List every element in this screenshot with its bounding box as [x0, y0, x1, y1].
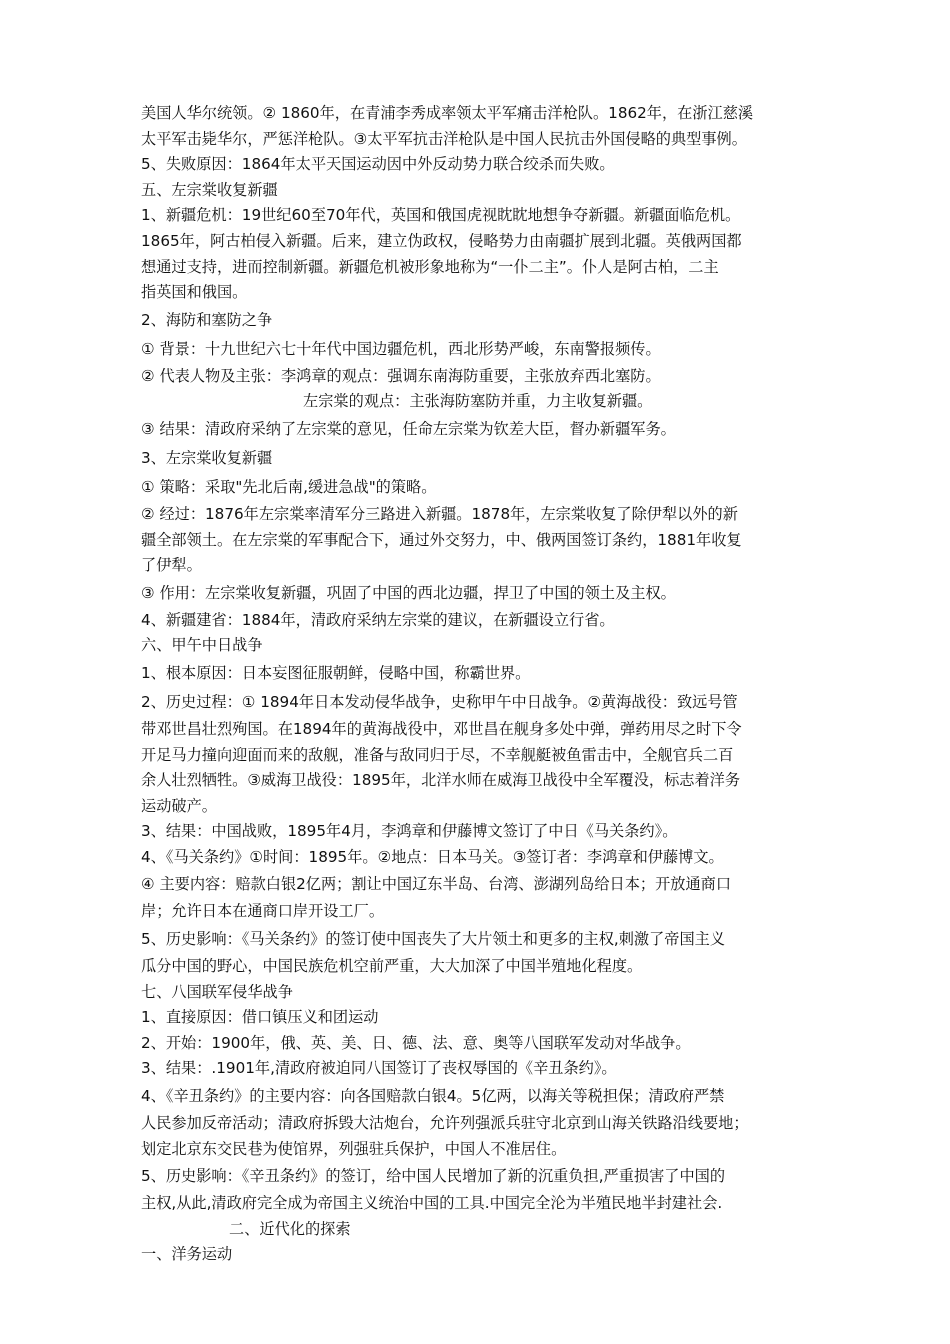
subsection-heading: 2、海防和塞防之争: [141, 310, 273, 329]
text-line: ③ 作用：左宗棠收复新疆，巩固了中国的西北边疆，捍卫了中国的领土及主权。: [141, 583, 676, 602]
section-heading: 七、八国联军侵华战争: [141, 982, 293, 1001]
text-line: 5、历史影响：《马关条约》的签订使中国丧失了大片领土和更多的主权,刺激了帝国主义: [141, 930, 726, 949]
text-line: 3、结果：中国战败，1895年4月，李鸿章和伊藤博文签订了中日《马关条约》。: [141, 822, 678, 841]
text-line: ① 策略：采取"先北后南,缓进急战"的策略。: [141, 477, 437, 496]
text-line: 运动破产。: [141, 796, 217, 815]
text-line: 指英国和俄国。: [141, 283, 248, 302]
text-line: 想通过支持，进而控制新疆。新疆危机被形象地称为“一仆二主”。仆人是阿古柏，二主: [141, 257, 719, 276]
text-line: 瓜分中国的野心，中国民族危机空前严重，大大加深了中国半殖地化程度。: [141, 957, 643, 976]
text-line: 岸；允许日本在通商口岸开设工厂。: [141, 902, 384, 921]
text-line: 4、《马关条约》①时间：1895年。②地点：日本马关。③签订者：李鸿章和伊藤博文。: [141, 847, 724, 866]
text-line: 余人壮烈牺牲。③威海卫战役：1895年，北洋水师在威海卫战役中全军覆没，标志着洋务: [141, 771, 741, 790]
text-line: ④ 主要内容：赔款白银2亿两；割让中国辽东半岛、台湾、澎湖列岛给日本；开放通商口: [141, 875, 732, 894]
text-line: 1、根本原因：日本妄图征服朝鲜，侵略中国，称霸世界。: [141, 663, 531, 682]
document-body: [141, 101, 821, 1268]
subsection-heading: 3、左宗棠收复新疆: [141, 448, 273, 467]
text-line: 美国人华尔统领。② 1860年，在青浦李秀成率领太平军痛击洋枪队。1862年，在浙江慈溪: [141, 104, 754, 122]
text-line: 主权,从此,清政府完全成为帝国主义统治中国的工具.中国完全沦为半殖民地半封建社会.: [141, 1194, 723, 1213]
chapter-heading: 二、近代化的探索: [229, 1219, 351, 1238]
text-line: 4、《辛丑条约》的主要内容：向各国赔款白银4。5亿两，以海关等税担保；清政府严禁: [141, 1087, 725, 1106]
text-line: 2、历史过程：① 1894年日本发动侵华战争，史称甲午中日战争。②黄海战役：致远号管: [141, 692, 738, 711]
text-line: 1、新疆危机：19世纪60至70年代，英国和俄国虎视眈眈地想争夺新疆。新疆面临危机。: [141, 206, 741, 225]
text-line: 左宗棠的观点：主张海防塞防并重，力主收复新疆。: [303, 392, 653, 411]
text-line: 1865年，阿古柏侵入新疆。后来，建立伪政权，侵略势力由南疆扩展到北疆。英俄两国都: [141, 231, 742, 250]
section-heading: 五、左宗棠收复新疆: [141, 180, 278, 199]
section-heading: 一、洋务运动: [141, 1245, 233, 1264]
text-line: 带邓世昌壮烈殉国。在1894年的黄海战役中，邓世昌在舰身多处中弹，弹药用尽之时下令: [141, 719, 742, 738]
text-line: 疆全部领土。在左宗棠的军事配合下，通过外交努力，中、俄两国签订条约，1881年收复: [141, 530, 742, 549]
text-line: 太平军击毙华尔，严惩洋枪队。③太平军抗击洋枪队是中国人民抗击外国侵略的典型事例。: [141, 129, 747, 148]
section-heading: 六、甲午中日战争: [141, 636, 263, 655]
text-line: 5、历史影响：《辛丑条约》的签订，给中国人民增加了新的沉重负担,严重损害了中国的: [141, 1167, 726, 1186]
text-line: 1、直接原因：借口镇压义和团运动: [141, 1008, 379, 1027]
text-line: 人民参加反帝活动；清政府拆毁大沽炮台，允许列强派兵驻守北京到山海关铁路沿线要地；: [141, 1114, 749, 1133]
text-line: 3、结果：.1901年,清政府被迫同八国签订了丧权辱国的《辛丑条约》。: [141, 1059, 617, 1078]
text-line: 5、失败原因：1864年太平天国运动因中外反动势力联合绞杀而失败。: [141, 155, 615, 174]
text-line: 2、开始：1900年，俄、英、美、日、德、法、意、奥等八国联军发动对华战争。: [141, 1033, 691, 1052]
text-line: ② 代表人物及主张：李鸿章的观点：强调东南海防重要，主张放弃西北塞防。: [141, 366, 661, 385]
text-line: 划定北京东交民巷为使馆界，列强驻兵保护，中国人不准居住。: [141, 1139, 567, 1158]
text-line: 4、新疆建省：1884年，清政府采纳左宗棠的建议，在新疆设立行省。: [141, 610, 615, 629]
text-line: ③ 结果：清政府采纳了左宗棠的意见，任命左宗棠为钦差大臣，督办新疆军务。: [141, 419, 676, 438]
text-line: 开足马力撞向迎面而来的敌舰，准备与敌同归于尽，不幸舰艇被鱼雷击中，全舰官兵二百: [141, 745, 734, 764]
text-line: 了伊犁。: [141, 556, 202, 575]
text-line: ② 经过：1876年左宗棠率清军分三路进入新疆。1878年，左宗棠收复了除伊犁以外的新: [141, 504, 738, 523]
text-line: ① 背景：十九世纪六七十年代中国边疆危机，西北形势严峻，东南警报频传。: [141, 339, 661, 358]
